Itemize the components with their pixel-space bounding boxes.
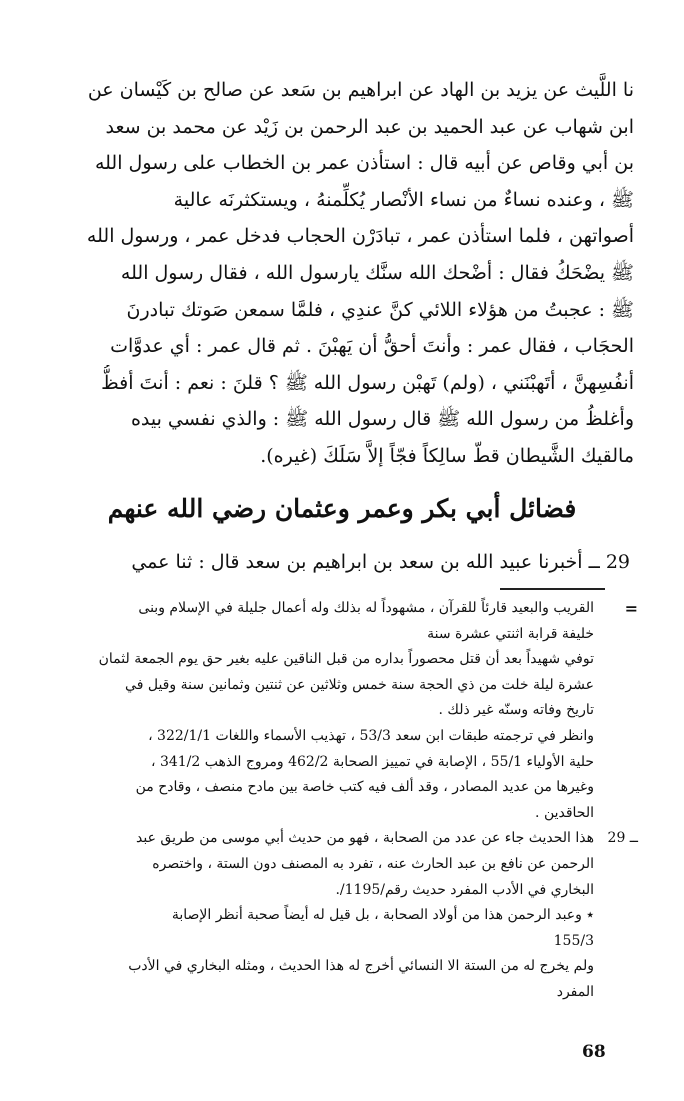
text-line: ابن شهاب عن عبد الحميد بن عبد الرحمن بن زَيْد عن محمد بن سعد: [105, 115, 634, 138]
footnote-line: عشرة ليلة خلت من ذي الحجة سنة خمس وثلاثين عن ثنتين وثمانين سنة وقيل في: [125, 676, 594, 693]
text-line: مالقيك الشَّيطان قطّ سالِكاً فجّاً إلاَّ سَلَكَ (غيره).: [260, 444, 634, 467]
text-line: أنفُسِهنَّ ، أتَهبْنَني ، (ولم) تَهبْن رسول الله ﷺ ؟ قلنَ : نعم : أنتَ أفظُّ: [101, 371, 634, 394]
text-line: بن أبي وقاص عن أبيه قال : استأذن عمر بن الخطاب على رسول الله: [94, 152, 634, 175]
footnote-line: حلية الأولياء 55/1 ، الإصابة في تمييز الصحابة 462/2 ومروج الذهب 341/2 ،: [150, 753, 594, 770]
footnote-line: تاريخ وفاته وسنّه غير ذلك .: [438, 702, 594, 719]
footnote-line: المفرد: [556, 983, 594, 1000]
continuation-marker: =: [624, 599, 638, 618]
footnote-line: القريب والبعيد قارئاً للقرآن ، مشهوداً له بذلك وله أعمال جليلة في الإسلام وبنى: [138, 600, 594, 616]
hadith-text: أخبرنا عبيد الله بن سعد بن ابراهيم بن سعد قال : ثنا عمي: [131, 551, 583, 573]
footnote-line: توفي شهيداً بعد أن قتل محصوراً بداره من قبل الناقين عليه بغير حق يوم الجمعة لثمان: [98, 651, 594, 668]
page-number: 68: [582, 1042, 606, 1062]
text-line: وأغلظُ من رسول الله ﷺ قال رسول الله ﷺ : والذي نفسي بيده: [130, 408, 634, 431]
text-line: أصواتهن ، فلما استأذن عمر ، تبادَرْن الحجاب فدخل عمر ، ورسول الله: [86, 225, 634, 248]
footnotes: [40, 596, 638, 1006]
footnote-separator: [500, 588, 605, 590]
footnote-line: البخاري في الأدب المفرد حديث رقم/1195/.: [335, 881, 594, 898]
text-line: ﷺ ، وعنده نساءٌ من نساء الأنْصار يُكلِّمنهُ ، ويستكثرنَه عالية: [173, 188, 634, 211]
section-title: فضائل أبي بكر وعمر وعثمان رضي الله عنهم: [107, 494, 577, 523]
footnote-line: هذا الحديث جاء عن عدد من الصحابة ، فهو من حديث أبي موسى من طريق عبد: [136, 830, 594, 847]
text-line: ﷺ : عجبتُ من هؤلاء اللائي كنَّ عندِي ، فلمَّا سمعن صَوتك تبادرنَ: [126, 298, 634, 321]
footnote-line: وانظر في ترجمته طبقات ابن سعد 53/3 ، تهذيب الأسماء واللغات 322/1/1 ،: [148, 727, 594, 744]
footnote-line: الحاقدين .: [535, 804, 594, 821]
footnote-line: وغيرها من عديد المصادر ، وقد ألف فيه كتب خاصة بين مادح منصف ، وقادح من: [135, 779, 594, 796]
footnote-number: 29 ــ: [607, 830, 638, 847]
main-text: [40, 72, 634, 475]
footnote-line: ولم يخرج له من الستة الا النسائي أخرج له هذا الحديث ، ومثله البخاري في الأدب: [128, 958, 594, 975]
hadith-dash: ــ: [588, 551, 600, 573]
footnote-29: [40, 826, 638, 1005]
footnote-line: خليفة قرابة اثنتي عشرة سنة: [427, 625, 594, 642]
text-line: ﷺ يضْحَكُ فقال : أضْحك الله سنَّك يارسول الله ، فقال رسول الله: [120, 261, 634, 284]
text-line: نا اللَّيث عن يزيد بن الهاد عن ابراهيم بن سَعد عن صالح بن كَيْسان عن: [87, 79, 634, 101]
text-line: الحجَاب ، فقال عمر : وأنتَ أحقُّ أن يَهبْنَ . ثم قال عمر : أي عدوَّات: [110, 335, 634, 358]
footnote-line: ٭ وعبد الرحمن هذا من أولاد الصحابة ، بل قيل له أيضاً صحبة أنظر الإصابة: [171, 907, 594, 924]
footnote-line: الرحمن عن نافع بن عبد الحارث عنه ، تفرد به المصنف دون الستة ، واختصره: [152, 855, 594, 872]
footnote-line: 155/3: [553, 932, 594, 949]
hadith-start: [40, 545, 630, 579]
hadith-number: 29: [605, 551, 630, 573]
footnote-continued: [40, 596, 638, 826]
